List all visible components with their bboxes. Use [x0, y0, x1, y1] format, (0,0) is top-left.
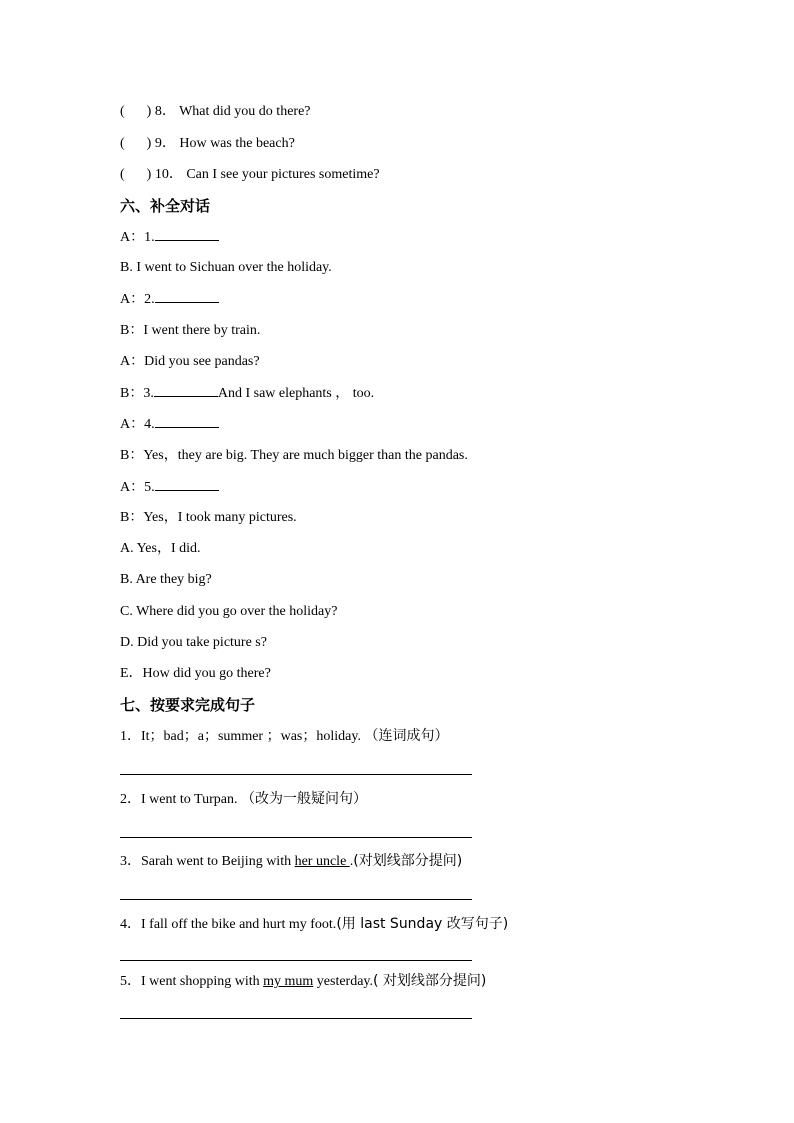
- option-a: A. Yes，I did.: [120, 541, 201, 556]
- paren-open: (: [120, 104, 125, 119]
- item-text: Can I see your pictures sometime?: [186, 167, 380, 182]
- dialogue-line-3: [120, 290, 219, 309]
- blank-number: 3.: [143, 386, 154, 401]
- speaker: A：: [120, 230, 145, 245]
- answer-line-1[interactable]: [120, 774, 472, 775]
- answer-line-3[interactable]: [120, 899, 472, 900]
- judge-item-9: [120, 135, 295, 153]
- speaker: B：: [120, 510, 144, 525]
- dialogue-line-8: [120, 447, 468, 465]
- task-4: [120, 915, 508, 934]
- dialogue-line-10: [120, 509, 297, 527]
- task-instruction: (对划线部分提问): [353, 853, 463, 869]
- dialogue-text: I went to Sichuan over the holiday.: [132, 260, 332, 275]
- answer-blank[interactable]: [155, 478, 219, 491]
- task-2: [120, 790, 367, 809]
- section-6-title: 六、补全对话: [120, 197, 211, 215]
- speaker: A：: [120, 292, 145, 307]
- paren-open: (: [120, 136, 125, 151]
- dialogue-line-4: [120, 322, 260, 340]
- task-instruction: (用 last Sunday 改写句子): [336, 916, 509, 932]
- answer-line-4[interactable]: [120, 960, 472, 961]
- speaker: B：: [120, 323, 144, 338]
- item-text: How was the beach?: [179, 136, 295, 151]
- dialogue-line-2: [120, 259, 332, 277]
- judge-item-8: [120, 103, 311, 121]
- task-text: 1．It；bad；a；summer ；was；holiday.: [120, 729, 365, 744]
- answer-blank[interactable]: [155, 228, 219, 241]
- paren-close: ): [146, 167, 152, 182]
- blank-number: 5.: [144, 480, 155, 495]
- speaker: B：: [120, 386, 144, 401]
- blank-number: 1.: [144, 230, 155, 245]
- option-e: E．How did you go there?: [120, 666, 271, 681]
- option-c: C. Where did you go over the holiday?: [120, 604, 338, 619]
- blank-number: 2.: [144, 292, 155, 307]
- task-text: 2．I went to Turpan.: [120, 792, 241, 807]
- item-number: 10．: [154, 167, 183, 182]
- task-text: .: [349, 854, 354, 869]
- task-instruction: ( 对划线部分提问): [373, 973, 487, 989]
- judge-item-10: [120, 166, 380, 184]
- dialogue-text: I went there by train.: [143, 323, 261, 338]
- dialogue-line-6: [120, 384, 374, 403]
- paren-close: ): [146, 136, 152, 151]
- answer-blank[interactable]: [155, 415, 219, 428]
- dialogue-line-1: [120, 228, 219, 247]
- answer-blank[interactable]: [155, 290, 219, 303]
- dialogue-text: Yes，they are big. They are much bigger than the pandas.: [143, 448, 468, 463]
- item-number: 8．: [154, 104, 176, 119]
- answer-blank[interactable]: [154, 384, 218, 397]
- task-text: 3．Sarah went to Beijing with: [120, 854, 295, 869]
- task-1: [120, 727, 448, 746]
- speaker: B：: [120, 448, 144, 463]
- underlined-phrase: my mum: [263, 974, 314, 989]
- dialogue-text: Did you see pandas?: [144, 354, 260, 369]
- answer-line-5[interactable]: [120, 1018, 472, 1019]
- task-5: [120, 972, 486, 991]
- option-d: D. Did you take picture s?: [120, 635, 267, 650]
- task-text: yesterday.: [313, 974, 374, 989]
- dialogue-text: And I saw elephants ， too.: [217, 386, 375, 401]
- task-text: 5．I went shopping with: [120, 974, 264, 989]
- dialogue-text: Yes，I took many pictures.: [143, 510, 297, 525]
- task-text: 4．I fall off the bike and hurt my foot.: [120, 917, 337, 932]
- answer-line-2[interactable]: [120, 837, 472, 838]
- paren-open: (: [120, 167, 125, 182]
- underlined-phrase: her uncle: [294, 854, 350, 869]
- blank-number: 4.: [144, 417, 155, 432]
- dialogue-line-7: [120, 415, 219, 434]
- task-instruction: （连词成句）: [364, 728, 449, 744]
- speaker: A：: [120, 417, 145, 432]
- dialogue-line-5: [120, 353, 260, 371]
- item-number: 9．: [154, 136, 176, 151]
- paren-close: ): [146, 104, 152, 119]
- speaker: A：: [120, 354, 145, 369]
- task-instruction: （改为一般疑问句）: [240, 791, 367, 807]
- section-7-title: 七、按要求完成句子: [120, 696, 256, 714]
- speaker: A：: [120, 480, 145, 495]
- dialogue-line-9: [120, 478, 219, 497]
- task-3: [120, 852, 462, 871]
- option-b: B. Are they big?: [120, 572, 212, 587]
- speaker: B.: [120, 260, 133, 275]
- item-text: What did you do there?: [179, 104, 311, 119]
